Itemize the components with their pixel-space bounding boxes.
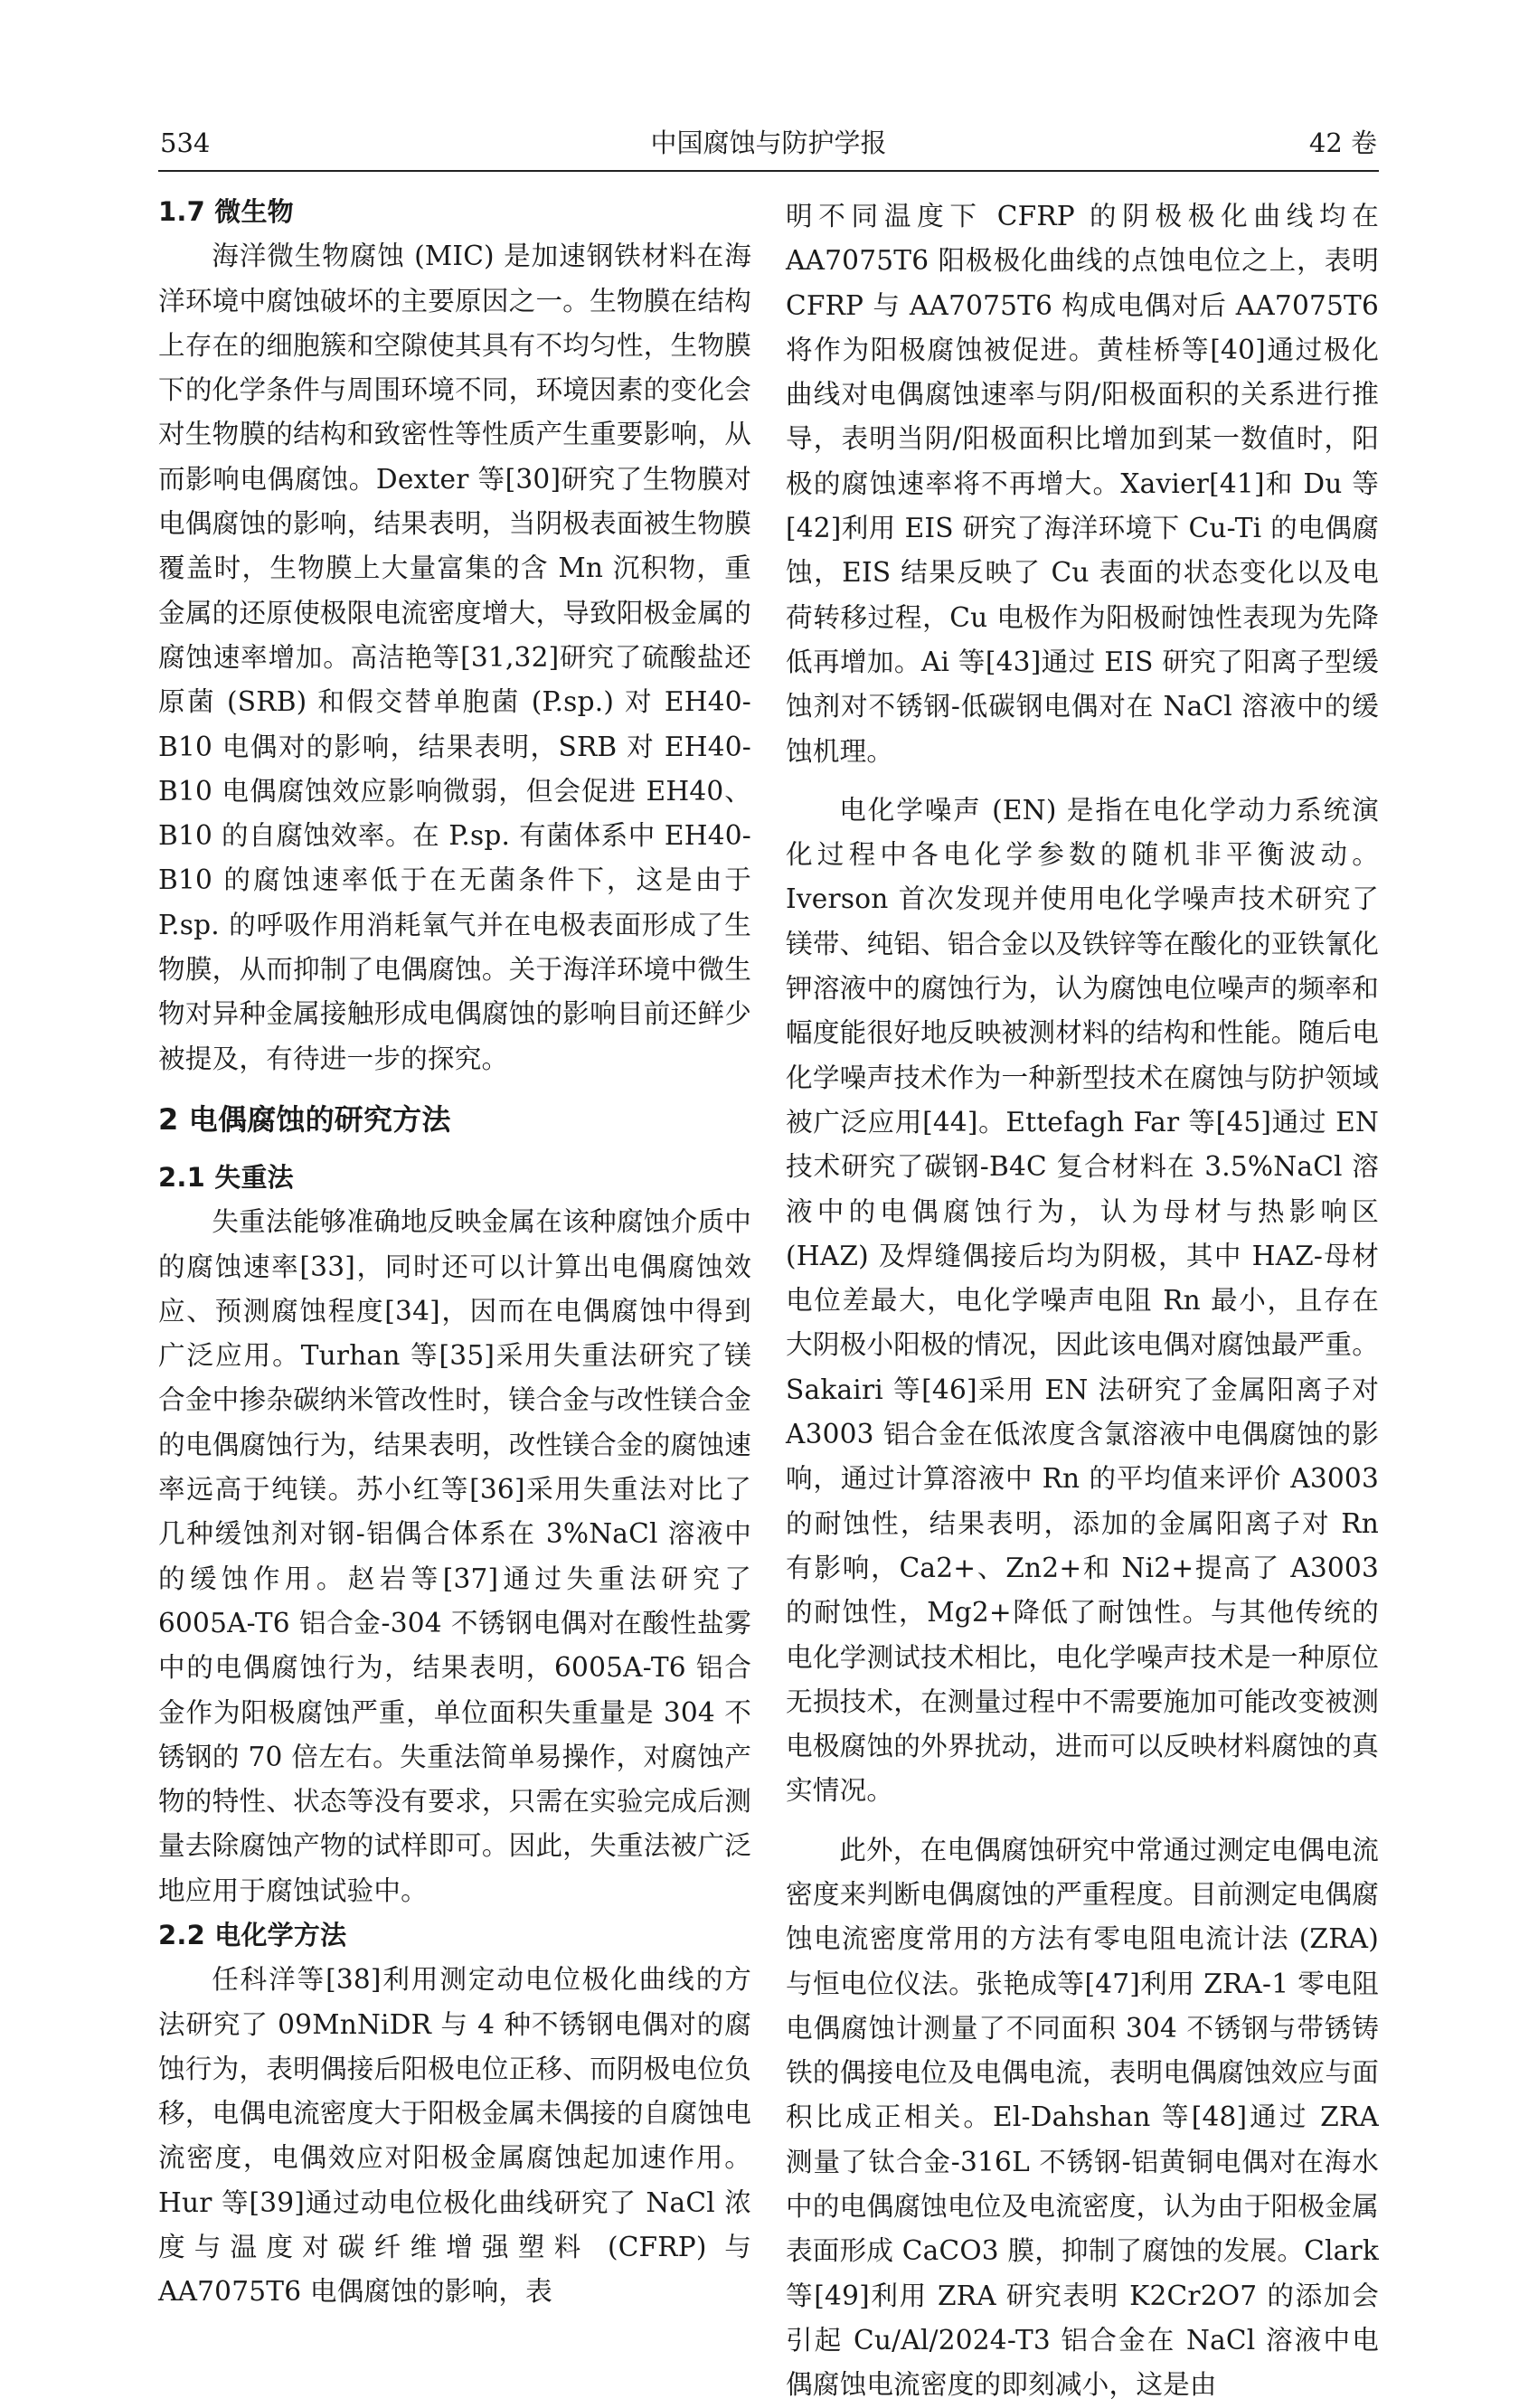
paragraph-continued: 明不同温度下 CFRP 的阴极极化曲线均在 AA7075T6 阳极极化曲线的点蚀电位之上，表明 CFRP 与 AA7075T6 构成电偶对后 AA7075T6 将作为阳极腐蚀被促进。黄桂桥等[40]通过极化曲线对电偶腐蚀速率与阴/阳极面积的关系进行推导，表明当阴/阳极面积比增加到某一数值时，阳极的腐蚀速率将不再增大。Xavier[41]和 Du 等[42]利用 EIS 研究了海洋环境下 Cu-Ti 的电偶腐蚀，EIS 结果反映了 Cu 表面的状态变化以及电荷转移过程，Cu 电极作为阳极耐蚀性表现为先降低再增加。Ai 等[43]通过 EIS 研究了阳离子型缓蚀剂对不锈钢-低碳钢电偶对在 NaCl 溶液中的缓蚀机理。: [786, 201, 1379, 767]
paragraph-electrochemical: 任科洋等[38]利用测定动电位极化曲线的方法研究了 09MnNiDR 与 4 种不锈钢电偶对的腐蚀行为，表明偶接后阳极电位正移、而阴极电位负移，电偶电流密度大于阳极金属未偶接的自腐蚀电流密度，电偶效应对阳极金属腐蚀起加速作用。Hur 等[39]通过动电位极化曲线研究了 NaCl 浓度与温度对碳纤维增强塑料 (CFRP) 与 AA7075T6 电偶腐蚀的影响，表: [158, 1964, 751, 2308]
header-rule: [158, 170, 1379, 172]
paragraph-zra: 此外，在电偶腐蚀研究中常通过测定电偶电流密度来判断电偶腐蚀的严重程度。目前测定电偶腐蚀电流密度常用的方法有零电阻电流计法 (ZRA) 与恒电位仪法。张艳成等[47]利用 ZRA-1 零电阻电偶腐蚀计测量了不同面积 304 不锈钢与带锈铸铁的偶接电位及电偶电流，表明电偶腐蚀效应与面积比成正相关。El-Dahshan 等[48]通过 ZRA 测量了钛合金-316L 不锈钢-铝黄铜电偶对在海水中的电偶腐蚀电位及电流密度，认为由于阳极金属表面形成 CaCO3 膜，抑制了腐蚀的发展。Clark 等[49]利用 ZRA 研究表明 K2Cr2O7 的添加会引起 Cu/Al/2024-T3 铝合金在 NaCl 溶液中电偶腐蚀电流密度的即刻减小，这是由: [786, 1834, 1379, 2401]
section-heading-2: 2 电偶腐蚀的研究方法: [158, 1101, 451, 1137]
paragraph-gap: [786, 1814, 1379, 1828]
section-heading-1-7: 1.7 微生物: [158, 196, 294, 227]
paragraph-gap: [786, 774, 1379, 789]
volume-label: 42 卷: [1308, 127, 1377, 158]
section-heading-2-2: 2.2 电化学方法: [158, 1919, 347, 1950]
left-column: [158, 190, 751, 2315]
paragraph-weight-loss: 失重法能够准确地反映金属在该种腐蚀介质中的腐蚀速率[33]，同时还可以计算出电偶腐蚀效应、预测腐蚀程度[34]，因而在电偶腐蚀中得到广泛应用。Turhan 等[35]采用失重法研究了镁合金中掺杂碳纳米管改性时，镁合金与改性镁合金的电偶腐蚀行为，结果表明，改性镁合金的腐蚀速率远高于纯镁。苏小红等[36]采用失重法对比了几种缓蚀剂对钢-铝偶合体系在 3%NaCl 溶液中的缓蚀作用。赵岩等[37]通过失重法研究了 6005A-T6 铝合金-304 不锈钢电偶对在酸性盐雾中的电偶腐蚀行为，结果表明，6005A-T6 铝合金作为阳极腐蚀严重，单位面积失重量是 304 不锈钢的 70 倍左右。失重法简单易操作，对腐蚀产物的特性、状态等没有要求，只需在实验完成后测量去除腐蚀产物的试样即可。因此，失重法被广泛地应用于腐蚀试验中。: [158, 1206, 751, 1906]
paragraph-electrochemical-noise: 电化学噪声 (EN) 是指在电化学动力系统演化过程中各电化学参数的随机非平衡波动。Iverson 首次发现并使用电化学噪声技术研究了镁带、纯铝、铝合金以及铁锌等在酸化的亚铁氰化钾溶液中的腐蚀行为，认为腐蚀电位噪声的频率和幅度能很好地反映被测材料的结构和性能。随后电化学噪声技术作为一种新型技术在腐蚀与防护领域被广泛应用[44]。Ettefagh Far 等[45]通过 EN 技术研究了碳钢-B4C 复合材料在 3.5%NaCl 溶液中的电偶腐蚀行为，认为母材与热影响区 (HAZ) 及焊缝偶接后均为阴极，其中 HAZ-母材电位差最大，电化学噪声电阻 Rn 最小，且存在大阴极小阳极的情况，因此该电偶对腐蚀最严重。Sakairi 等[46]采用 EN 法研究了金属阳离子对 A3003 铝合金在低浓度含氯溶液中电偶腐蚀的影响，通过计算溶液中 Rn 的平均值来评价 A3003 的耐蚀性，结果表明，添加的金属阳离子对 Rn 有影响，Ca2+、Zn2+和 Ni2+提高了 A3003 的耐蚀性，Mg2+降低了耐蚀性。与其他传统的电化学测试技术相比，电化学噪声技术是一种原位无损技术，在测量过程中不需要施加可能改变被测电极腐蚀的外界扰动，进而可以反映材料腐蚀的真实情况。: [786, 794, 1379, 1807]
page-number: 534: [160, 127, 211, 158]
page-header: [158, 125, 1379, 172]
right-column: [786, 194, 1379, 2408]
section-heading-2-1: 2.1 失重法: [158, 1161, 294, 1193]
paragraph-microbes: 海洋微生物腐蚀 (MIC) 是加速钢铁材料在海洋环境中腐蚀破坏的主要原因之一。生物膜在结构上存在的细胞簇和空隙使其具有不均匀性，生物膜下的化学条件与周围环境不同，环境因素的变化会对生物膜的结构和致密性等性质产生重要影响，从而影响电偶腐蚀。Dexter 等[30]研究了生物膜对电偶腐蚀的影响，结果表明，当阴极表面被生物膜覆盖时，生物膜上大量富集的含 Mn 沉积物，重金属的还原使极限电流密度增大，导致阳极金属的腐蚀速率增加。高洁艳等[31,32]研究了硫酸盐还原菌 (SRB) 和假交替单胞菌 (P.sp.) 对 EH40-B10 电偶对的影响，结果表明，SRB 对 EH40-B10 电偶腐蚀效应影响微弱，但会促进 EH40、B10 的自腐蚀效率。在 P.sp. 有菌体系中 EH40-B10 的腐蚀速率低于在无菌条件下，这是由于 P.sp. 的呼吸作用消耗氧气并在电极表面形成了生物膜，从而抑制了电偶腐蚀。关于海洋环境中微生物对异种金属接触形成电偶腐蚀的影响目前还鲜少被提及，有待进一步的探究。: [158, 241, 751, 1074]
journal-title: 中国腐蚀与防护学报: [650, 127, 887, 158]
